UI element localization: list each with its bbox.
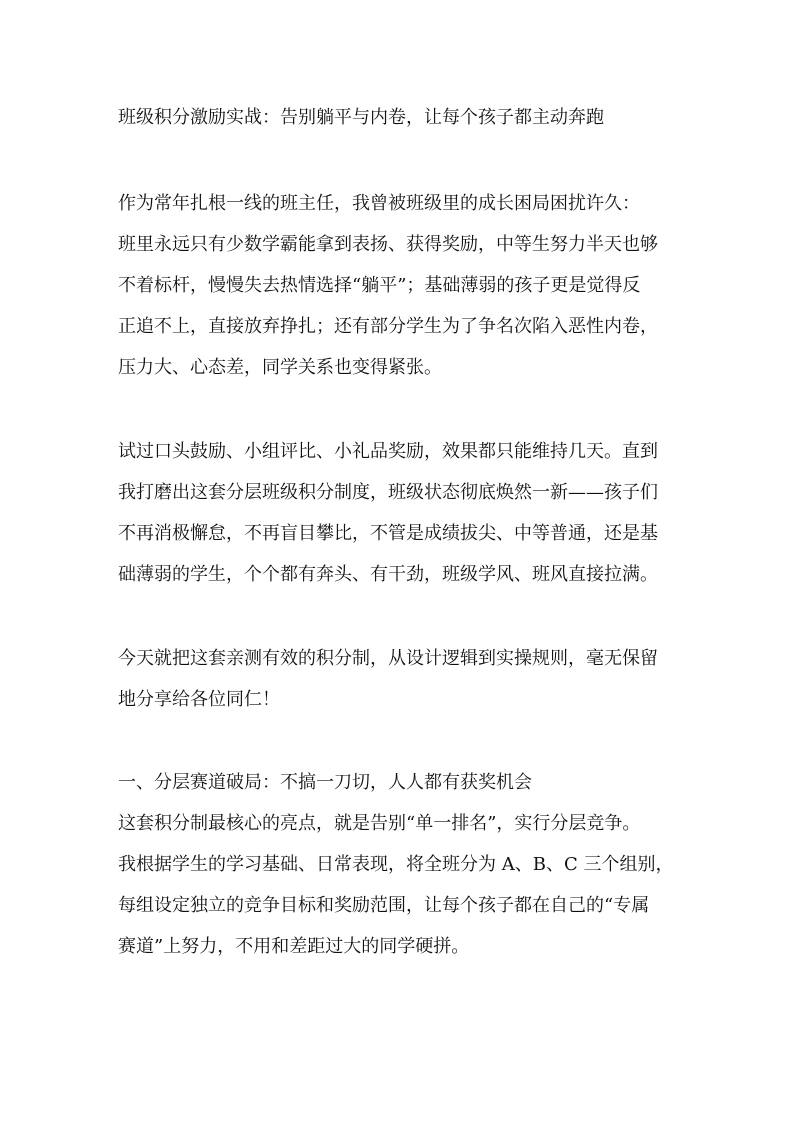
paragraph-line: 每组设定独立的竞争目标和奖励范围，让每个孩子都在自己的“专属 [118,895,650,916]
paragraph-line: 这套积分制最核心的亮点，就是告别“单一排名”，实行分层竞争。 [118,813,641,834]
paragraph-line: 我根据学生的学习基础、日常表现，将全班分为 A、B、C 三个组别， [118,854,674,875]
paragraph-line: 班里永远只有少数学霸能拿到表扬、获得奖励，中等生努力半天也够 [118,234,658,255]
paragraph-line: 今天就把这套亲测有效的积分制，从设计逻辑到实操规则，毫无保留 [118,648,658,669]
document-title: 班级积分激励实战：告别躺平与内卷，让每个孩子都主动奔跑 [118,107,604,128]
paragraph-line: 作为常年扎根一线的班主任，我曾被班级里的成长困局困扰许久： [118,193,640,214]
paragraph-line: 础薄弱的学生，个个都有奔头、有干劲，班级学风、班风直接拉满。 [118,564,658,585]
section-heading: 一、分层赛道破局：不搞一刀切，人人都有获奖机会 [118,772,532,793]
paragraph-line: 赛道”上努力，不用和差距过大的同学硬拼。 [118,936,470,957]
paragraph-line: 不再消极懈怠，不再盲目攀比，不管是成绩拔尖、中等普通，还是基 [118,523,658,544]
paragraph-line: 试过口头鼓励、小组评比、小礼品奖励，效果都只能维持几天。直到 [118,441,658,462]
paragraph-line: 地分享给各位同仁！ [118,689,280,710]
paragraph-line: 压力大、心态差，同学关系也变得紧张。 [118,357,442,378]
paragraph-line: 正追不上，直接放弃挣扎；还有部分学生为了争名次陷入恶性内卷， [118,316,658,337]
paragraph-line: 我打磨出这套分层班级积分制度，班级状态彻底焕然一新——孩子们 [118,482,658,503]
paragraph-line: 不着标杆，慢慢失去热情选择“躺平”；基础薄弱的孩子更是觉得反 [118,275,641,296]
